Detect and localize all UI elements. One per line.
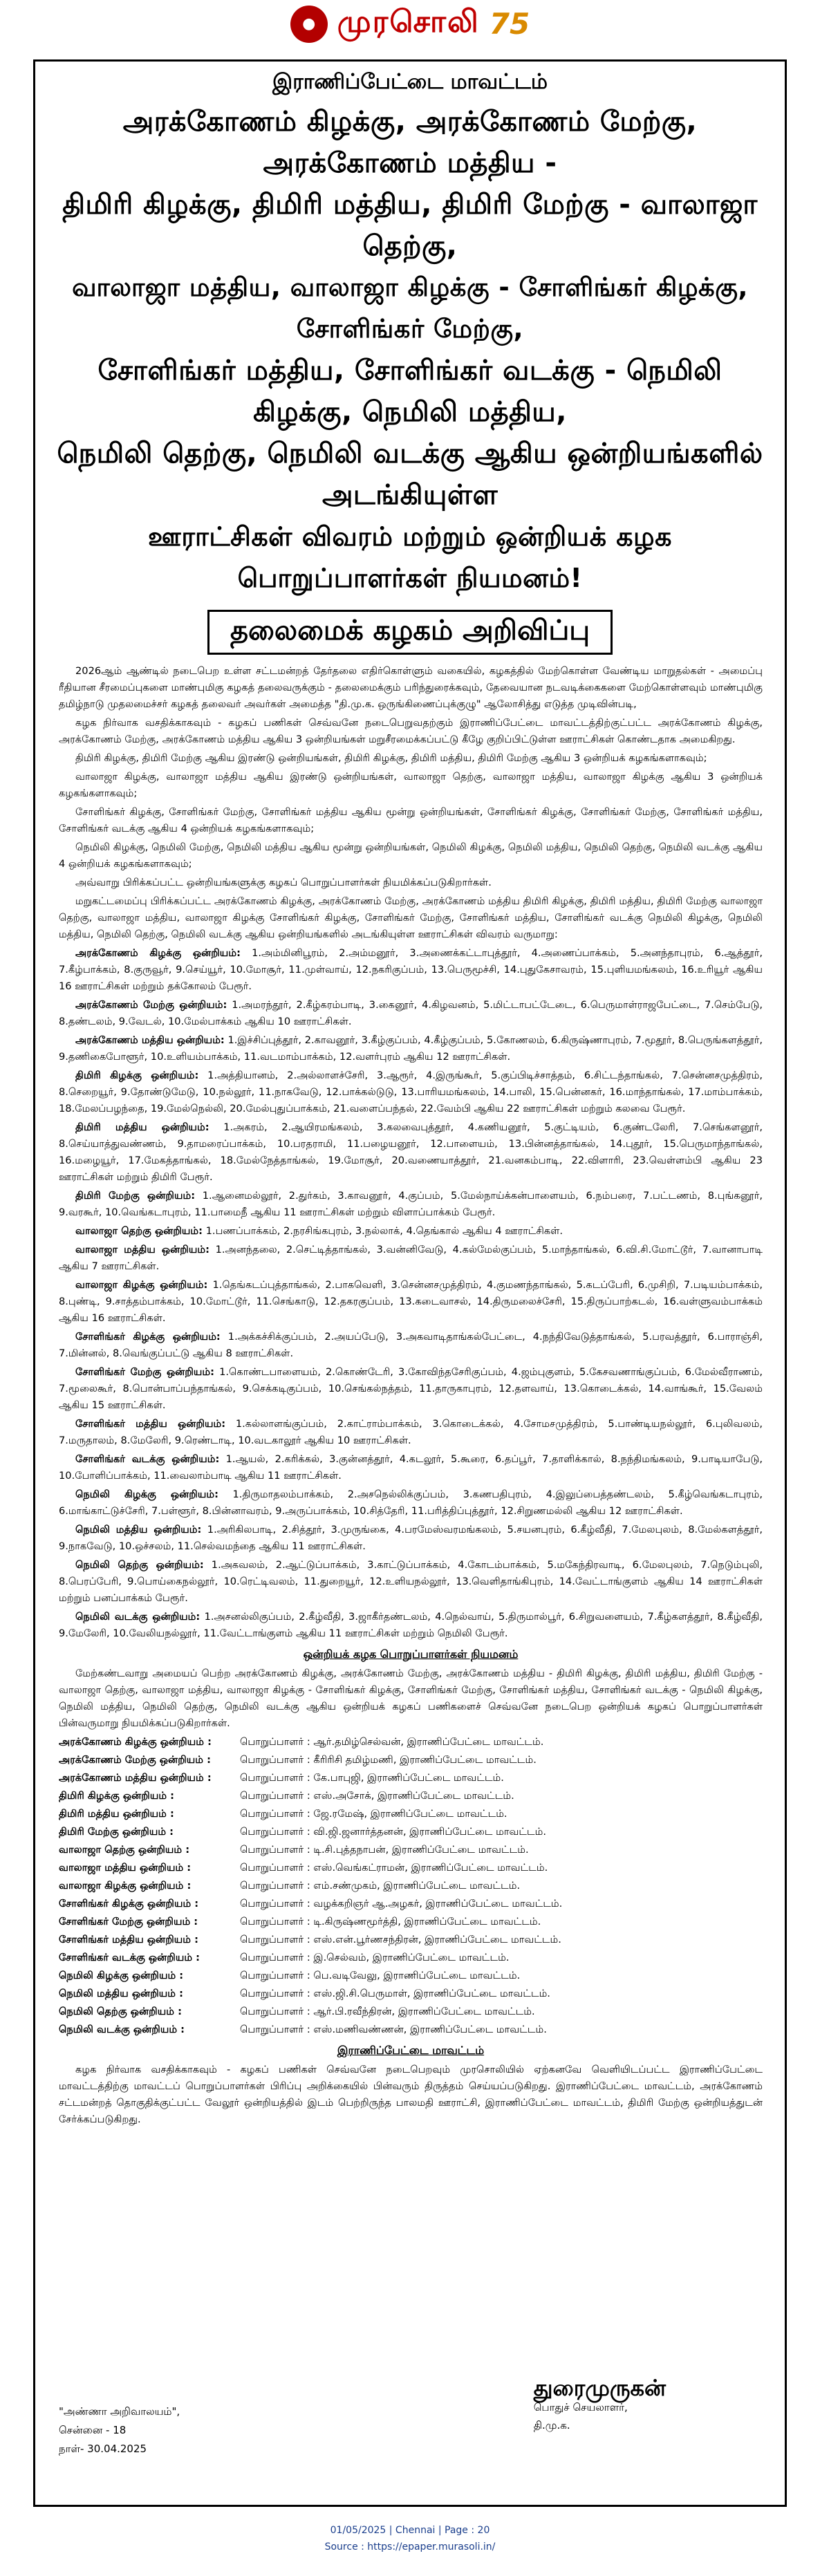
union-entry bbox=[59, 1329, 763, 1362]
union-name: திமிரி மத்திய ஒன்றியம்: bbox=[75, 1121, 209, 1133]
responsible-person: பொறுப்பாளர் : கே.பாபுஜி, இராணிப்பேட்டை மாவட்டம். bbox=[240, 1772, 504, 1784]
union-entry bbox=[59, 1032, 763, 1065]
union-villages: 1.அகரம், 2.ஆயிரமங்கலம், 3.கலவைபுத்தூர், 4.கணியனூர், 5.குட்டியம், 6.குண்டலேரி, 7.செங்களனூர், 8.செய்யாத்துவண்ணம், 9.தாமரைப்பாக்கம், 10.பரதராமி, 11.பழையனூர், 12.பாளையம், 13.பின்னத்தாங்கல், 14.புதூர், 15.பெருமாந்தாங்கல், 16.மழையூர், 17.மேகத்தாங்கல், 18.மேல்நேத்தாங்கல், 19.மோசூர், 20.வணையாத்தூர், 21.வனகம்பாடி, 22.விளாரி, 23.வெள்ளம்பி ஆகிய 23 ஊராட்சிகள் மற்றும் திமிரி பேரூர். bbox=[59, 1121, 763, 1183]
responsible-row bbox=[59, 1770, 763, 1786]
responsible-union: நெமிலி மத்திய ஒன்றியம் : bbox=[59, 1988, 183, 1999]
responsible-union: நெமிலி வடக்கு ஒன்றியம் : bbox=[59, 2024, 185, 2035]
responsible-union: அரக்கோணம் மேற்கு ஒன்றியம் : bbox=[59, 1754, 211, 1766]
union-entry bbox=[59, 1067, 763, 1117]
page-footer-source: Source : https://epaper.murasoli.in/ bbox=[324, 2541, 496, 2552]
signature-place bbox=[59, 2402, 180, 2458]
union-entry bbox=[59, 1486, 763, 1520]
intro-paragraph: மறுகட்டமைப்பு பிரிக்கப்பட்ட அரக்கோணம் கிழக்கு, அரக்கோணம் மேற்கு, அரக்கோணம் மத்திய திமிரி கிழக்கு, திமிரி மத்திய, திமிரி மேற்கு வாலாஜா தெற்கு, வாலாஜா மத்திய, வாலாஜா கிழக்கு சோளிங்கர் கிழக்கு, சோளிங்கர் மேற்கு, சோளிங்கர் மத்திய, சோளிங்கர் வடக்கு நெமிலி கிழக்கு, நெமிலி மத்திய, நெமிலி தெற்கு, நெமிலி வடக்கு ஆகிய ஒன்றியங்களில் அடங்கியுள்ள ஊராட்சிகள் விவரம் வருமாறு: bbox=[59, 895, 763, 940]
responsible-person: பொறுப்பாளர் : பெ.வடிவேலு, இராணிப்பேட்டை மாவட்டம். bbox=[240, 1970, 521, 1981]
union-name: சோளிங்கர் கிழக்கு ஒன்றியம்: bbox=[75, 1331, 221, 1343]
responsible-person: பொறுப்பாளர் : வி.ஜி.ஜனார்த்தனன், இராணிப்பேட்டை மாவட்டம். bbox=[240, 1826, 547, 1838]
intro-paragraph: 2026ஆம் ஆண்டில் நடைபெற உள்ள சட்டமன்றத் தேர்தலை எதிர்கொள்ளும் வகையில், கழகத்தில் மேற்கொள்ள வேண்டிய மாறுதல்கள் - அமைப்பு ரீதியான சீரமைப்புகளை மாண்புமிகு கழகத் தலைவருக்கும் - தலைமைக்கும் பரிந்துரைக்கவும், தேவையான நடவடிக்கைகளை மேற்கொள்ளவும் மாண்புமிகு தமிழ்நாடு முதலமைச்சர் கழகத் தலைவர் அவர்கள் அமைத்த "தி.மு.க. ஒருங்கிணைப்புக்குழு" ஆலோசித்து எடுத்த முடிவின்படி, bbox=[59, 665, 763, 710]
responsible-union: வாலாஜா மத்திய ஒன்றியம் : bbox=[59, 1862, 192, 1874]
union-name: அரக்கோணம் மத்திய ஒன்றியம்: bbox=[75, 1034, 225, 1046]
responsible-row bbox=[59, 1950, 763, 1966]
union-villages: 1.அத்தியானம், 2.அல்லாளச்சேரி, 3.ஆரூர், 4.இருங்கூர், 5.குப்பிடிச்சாத்தம், 6.சிட்டந்தாங்கல், 7.சென்னசமுத்திரம், 8.செறையூர், 9.தோண்டுமேடு, 10.நல்லூர், 11.நாகவேடு, 12.பாக்கல்டுடு, 13.பாரியமங்கலம், 14.பாலி, 15.பென்னகர், 16.மாந்தாங்கல், 17.மாம்பாக்கம், 18.மேலப்பழந்தை, 19.மேல்நெல்லி, 20.மேல்புதுப்பாக்கம், 21.வளைப்பந்தல், 22.வேம்பி ஆகிய 22 ஊராட்சிகள் மற்றும் கலவை பேரூர். bbox=[59, 1070, 763, 1114]
union-entry bbox=[59, 997, 763, 1030]
headline-line: நெமிலி தெற்கு, நெமிலி வடக்கு ஆகிய ஒன்றியங்களில் அடங்கியுள்ள bbox=[57, 438, 763, 511]
signatory bbox=[533, 2375, 666, 2434]
union-villages: 1.அகவலம், 2.ஆட்டுப்பாக்கம், 3.காட்டுப்பாக்கம், 4.கோடம்பாக்கம், 5.மகேந்திரவாடி, 6.மேலபுலம், 7.நெடும்புலி, 8.பெரப்பேரி, 9.பொய்கைநல்லூர், 10.ரெட்டிவலம், 11.துறையூர், 12.உளியநல்லூர், 13.வெளிதாங்கிபுரம், 14.வேட்டாங்குளம் ஆகிய 14 ஊராட்சிகள் மற்றும் பனப்பாக்கம் பேரூர். bbox=[59, 1559, 763, 1604]
headline-line: திமிரி கிழக்கு, திமிரி மத்திய, திமிரி மேற்கு - வாலாஜா தெற்கு, bbox=[62, 189, 758, 262]
responsible-person: பொறுப்பாளர் : எஸ்.என்.பூர்ணசந்திரன், இராணிப்பேட்டை மாவட்டம். bbox=[240, 1934, 561, 1945]
union-villages: 1.அசனல்லிகுப்பம், 2.கீழ்வீதி, 3.ஜாகீர்தண்டலம், 4.நெல்வாய், 5.திருமால்பூர், 6.சிறுவளையம், 7.கீழ்களத்தூர், 8.கீழ்வீதி, 9.மேலேரி, 10.வேலியநல்லூர், 11.வேட்டாங்குளம் ஆகிய 11 ஊராட்சிகள் மற்றும் நெமிலி பேரூர். bbox=[59, 1611, 763, 1639]
union-name: சோளிங்கர் மேற்கு ஒன்றியம்: bbox=[75, 1366, 214, 1378]
union-villages: 1.இச்சிப்புத்தூர், 2.காவனூர், 3.கீழ்குப்பம், 4.கீழ்குப்பம், 5.கோணலம், 6.கிருஷ்ணாபுரம், 7.மூதூர், 8.பெருங்களத்தூர், 9.தணிகைபோளூர், 10.உளியம்பாக்கம், 11.வடமாம்பாக்கம், 12.வளர்புரம் ஆகிய 12 ஊராட்சிகள். bbox=[59, 1034, 763, 1063]
union-name: அரக்கோணம் கிழக்கு ஒன்றியம்: bbox=[75, 947, 241, 959]
signatory-title: பொதுச் செயலாளர், bbox=[533, 2401, 628, 2414]
responsible-union: சோளிங்கர் மத்திய ஒன்றியம் : bbox=[59, 1934, 198, 1945]
signatory-name: துரைமுருகன் bbox=[533, 2375, 666, 2401]
page-footer-date: 01/05/2025 | Chennai | Page : 20 bbox=[330, 2525, 490, 2536]
notice-date: நாள்- 30.04.2025 bbox=[59, 2443, 147, 2455]
union-name: நெமிலி கிழக்கு ஒன்றியம்: bbox=[75, 1488, 218, 1500]
notice-body bbox=[59, 663, 763, 2128]
newspaper-logo-icon: ● bbox=[290, 6, 328, 43]
union-name: வாலாஜா மத்திய ஒன்றியம்: bbox=[75, 1244, 209, 1256]
responsible-union: அரக்கோணம் கிழக்கு ஒன்றியம் : bbox=[59, 1736, 212, 1748]
responsible-union: சோளிங்கர் கிழக்கு ஒன்றியம் : bbox=[59, 1898, 199, 1910]
office-city: சென்னை - 18 bbox=[59, 2424, 127, 2436]
responsible-union: சோளிங்கர் வடக்கு ஒன்றியம் : bbox=[59, 1952, 201, 1963]
union-name: சோளிங்கர் மத்திய ஒன்றியம்: bbox=[75, 1418, 226, 1430]
responsible-row bbox=[59, 1932, 763, 1948]
union-villages: 1.கல்லாளங்குப்பம், 2.காட்ராம்பாக்கம், 3.கொடைக்கல், 4.சோமசமுத்திரம், 5.பாண்டியநல்லூர், 6.புலிவலம், 7.மருதாலம், 8.மேலேரி, 9.ரெண்டாடி, 10.வடகாலூர் ஆகிய 10 ஊராட்சிகள். bbox=[59, 1418, 763, 1446]
responsible-person: பொறுப்பாளர் : எஸ்.ஜி.சி.பெருமாள், இராணிப்பேட்டை மாவட்டம். bbox=[240, 1988, 550, 1999]
responsible-row bbox=[59, 1914, 763, 1930]
union-entry bbox=[59, 1223, 763, 1240]
intro-paragraph: திமிரி கிழக்கு, திமிரி மேற்கு ஆகிய இரண்டு ஒன்றியங்கள், திமிரி கிழக்கு, திமிரி மத்திய, திமிரி மேற்கு ஆகிய 3 ஒன்றியக் கழகங்களாகவும்; bbox=[75, 752, 707, 764]
union-entry bbox=[59, 1609, 763, 1642]
responsible-row bbox=[59, 1986, 763, 2002]
union-villages: 1.தெங்கடப்புத்தாங்கல், 2.பாகவெளி, 3.சென்னசமுத்திரம், 4.குமணந்தாங்கல், 5.கடப்பேரி, 6.முசிறி, 7.படியம்பாக்கம், 8.புண்டி, 9.சாத்தம்பாக்கம், 10.மோட்டூர், 11.செங்காடு, 12.தகரகுப்பம், 13.கடைவாசல், 14.திருமலைச்சேரி, 15.திருப்பாற்கடல், 16.வள்ளுவம்பாக்கம் ஆகிய 16 ஊராட்சிகள். bbox=[59, 1279, 763, 1324]
signatory-party: தி.மு.க. bbox=[533, 2419, 570, 2432]
union-villages: 1.அமரந்தூர், 2.கீழ்கரம்பாடி, 3.கைனூர், 4.கிழவனம், 5.மிட்டாபட்டேடை, 6.பெருமாள்ராஜபேட்டை, 7.செம்பேடு, 8.தண்டலம், 9.வேடல், 10.மேல்பாக்கம் ஆகிய 10 ஊராட்சிகள். bbox=[59, 999, 763, 1027]
responsible-person: பொறுப்பாளர் : ஆர்.தமிழ்செல்வன், இராணிப்பேட்டை மாவட்டம். bbox=[240, 1736, 544, 1748]
responsible-union: வாலாஜா கிழக்கு ஒன்றியம் : bbox=[59, 1880, 192, 1892]
responsible-union: திமிரி மத்திய ஒன்றியம் : bbox=[59, 1808, 174, 1820]
headline-line: அரக்கோணம் கிழக்கு, அரக்கோணம் மேற்கு, அரக்கோணம் மத்திய - bbox=[122, 106, 698, 179]
union-villages: 1.அனந்தலை, 2.செட்டித்தாங்கல், 3.வன்னிவேடு, 4.கல்மேல்குப்பம், 5.மாந்தாங்கல், 6.வி.சி.மோட்டூர், 7.வானாபாடி ஆகிய 7 ஊராட்சிகள். bbox=[59, 1244, 763, 1272]
union-name: திமிரி மேற்கு ஒன்றியம்: bbox=[75, 1190, 196, 1202]
union-name: அரக்கோணம் மேற்கு ஒன்றியம்: bbox=[75, 999, 227, 1011]
union-entry bbox=[59, 1522, 763, 1555]
union-villages: 1.அம்மினிபூரம், 2.அம்மனூர், 3.அணைக்கட்டாபுத்தூர், 4.அணைப்பாக்கம், 5.அனந்தாபுரம், 6.ஆத்தூர், 7.கீழ்பாக்கம், 8.குருவூர், 9.செய்யூர், 10.மோசூர், 11.முள்வாய், 12.நகரிகுப்பம், 13.பெருமூச்சி, 14.புதுகேசாவரம், 15.புளியமங்கலம், 16.உரியூர் ஆகிய 16 ஊராட்சிகள் மற்றும் தக்கோலம் பேரூர். bbox=[59, 947, 763, 992]
responsible-person: பொறுப்பாளர் : இ.செல்வம், இராணிப்பேட்டை மாவட்டம். bbox=[240, 1952, 510, 1963]
union-villages: 1.கொண்டபாளையம், 2.கொண்டேரி, 3.கோவிந்தசேரிகுப்பம், 4.ஜம்புகுளம், 5.கேசவணாங்குப்பம், 6.மேல்வீராணம், 7.மூலைகூர், 8.பொன்பாப்பந்தாங்கல், 9.செக்கடிகுப்பம், 10.செங்கல்நத்தம், 11.தாருகாபுரம், 12.தளவாய், 13.கொடைக்கல், 14.வாங்கூர், 15.வேலம் ஆகிய 15 ஊராட்சிகள். bbox=[59, 1366, 763, 1411]
responsible-union: திமிரி மேற்கு ஒன்றியம் : bbox=[59, 1826, 174, 1838]
union-entry bbox=[59, 1451, 763, 1484]
union-villages: 1.ஆயல், 2.கரிக்கல், 3.குன்னத்தூர், 4.கடலூர், 5.கூரை, 6.தப்பூர், 7.தாளிக்கால், 8.நந்திமங்கலம், 9.பாடியாபேடு, 10.போளிப்பாக்கம், 11.வைலாம்பாடி ஆகிய 11 ஊராட்சிகள். bbox=[59, 1453, 763, 1482]
headline-line: வாலாஜா மத்திய, வாலாஜா கிழக்கு - சோளிங்கர் கிழக்கு, சோளிங்கர் மேற்கு, bbox=[72, 272, 748, 344]
responsible-row bbox=[59, 1896, 763, 1912]
union-entry bbox=[59, 945, 763, 995]
responsible-row bbox=[59, 2004, 763, 2020]
responsible-row bbox=[59, 1788, 763, 1804]
responsible-union: நெமிலி தெற்கு ஒன்றியம் : bbox=[59, 2006, 182, 2017]
union-name: சோளிங்கர் வடக்கு ஒன்றியம்: bbox=[75, 1453, 220, 1465]
district-title: இராணிப்பேட்டை மாவட்டம் bbox=[272, 70, 548, 94]
responsible-row bbox=[59, 1806, 763, 1822]
responsible-row bbox=[59, 1752, 763, 1768]
responsible-person: பொறுப்பாளர் : கீரிரிசி தமிழ்மணி, இராணிப்பேட்டை மாவட்டம். bbox=[240, 1754, 537, 1766]
district-subheading: இராணிப்பேட்டை மாவட்டம் bbox=[337, 2044, 485, 2057]
headquarters-announcement-box: தலைமைக் கழகம் அறிவிப்பு bbox=[207, 610, 613, 655]
union-name: நெமிலி மத்திய ஒன்றியம்: bbox=[75, 1524, 202, 1536]
responsible-person: பொறுப்பாளர் : வழக்கறிஞர் ஆ.அழகர், இராணிப்பேட்டை மாவட்டம். bbox=[240, 1898, 563, 1910]
headline-line: ஊராட்சிகள் விவரம் மற்றும் ஒன்றியக் கழக பொறுப்பாளர்கள் நியமனம்! bbox=[148, 521, 672, 593]
responsible-person: பொறுப்பாளர் : டி.சி.புத்தநாபன், இராணிப்பேட்டை மாவட்டம். bbox=[240, 1844, 529, 1856]
intro-paragraph: அவ்வாறு பிரிக்கப்பட்ட ஒன்றியங்களுக்கு கழகப் பொறுப்பாளர்கள் நியமிக்கப்படுகிறார்கள். bbox=[75, 877, 492, 888]
responsible-union: நெமிலி கிழக்கு ஒன்றியம் : bbox=[59, 1970, 184, 1981]
responsible-person: பொறுப்பாளர் : ஆர்.பி.ரவீந்திரன், இராணிப்பேட்டை மாவட்டம். bbox=[240, 2006, 535, 2017]
union-name: நெமிலி வடக்கு ஒன்றியம்: bbox=[75, 1611, 201, 1623]
union-villages: 1.அரிகிலபாடி, 2.சித்தூர், 3.முருங்கை, 4.பரமேஸ்வரமங்கலம், 5.சயனபுரம், 6.கீழ்வீதி, 7.மேலபுலம், 8.மேல்களத்தூர், 9.நாகவேடு, 10.ஒச்சலம், 11.செல்வமந்தை ஆகிய 11 ஊராட்சிகள். bbox=[59, 1524, 763, 1552]
intro-paragraph: வாலாஜா கிழக்கு, வாலாஜா மத்திய ஆகிய இரண்டு ஒன்றியங்கள், வாலாஜா தெற்கு, வாலாஜா மத்திய, வாலாஜா கிழக்கு ஆகிய 3 ஒன்றியக் கழகங்களாகவும்; bbox=[59, 771, 763, 799]
responsible-row bbox=[59, 1968, 763, 1984]
responsible-person: பொறுப்பாளர் : டி.கிருஷ்ணமூர்த்தி, இராணிப்பேட்டை மாவட்டம். bbox=[240, 1916, 541, 1928]
responsible-person: பொறுப்பாளர் : எம்.சண்முகம், இராணிப்பேட்டை மாவட்டம். bbox=[240, 1880, 521, 1892]
responsible-row bbox=[59, 1734, 763, 1751]
union-villages: 1.ஆனைமல்லூர், 2.துர்கம், 3.காவனூர், 4.குப்பம், 5.மேல்நாய்க்கன்பாளையம், 6.நம்பரை, 7.பட்டணம், 8.புங்கனூர், 9.வரகூர், 10.வெங்கடாபுரம், 11.பாமைநீ ஆகிய 11 ஊராட்சிகள் மற்றும் விளாப்பாக்கம் பேரூர். bbox=[59, 1190, 763, 1218]
union-entry bbox=[59, 1119, 763, 1186]
responsible-row bbox=[59, 2022, 763, 2038]
signature-block bbox=[59, 2375, 763, 2490]
responsible-person: பொறுப்பாளர் : எஸ்.வெங்கட்ராமன், இராணிப்பேட்டை மாவட்டம். bbox=[240, 1862, 548, 1874]
union-entry bbox=[59, 1557, 763, 1607]
union-villages: 1.அக்கச்சிக்குப்பம், 2.அயப்பேடு, 3.அகவாடிதாங்கல்பேட்டை, 4.நந்திவேடுத்தாங்கல், 5.பரவத்தூர், 6.பாராஞ்சி, 7.மின்னல், 8.வெங்குப்பட்டு ஆகிய 8 ஊராட்சிகள். bbox=[59, 1331, 763, 1359]
union-villages: 1.திருமாதலம்பாக்கம், 2.அசநெல்லிக்குப்பம், 3.கணபதிபுரம், 4.இலுப்பைத்தண்டலம், 5.கீழ்வெங்கடாபுரம், 6.மாங்காட்டுச்சேரி, 7.பள்ளூர், 8.பின்னாவரம், 9.அருப்பாக்கம், 10.சித்தேரி, 11.பரித்திப்புத்தூர், 12.சிறுணமல்லி ஆகிய 12 ஊராட்சிகள். bbox=[59, 1488, 763, 1517]
union-name: நெமிலி தெற்கு ஒன்றியம்: bbox=[75, 1559, 204, 1571]
appointments-intro: மேற்கண்டவாறு அமையப் பெற்ற அரக்கோணம் கிழக்கு, அரக்கோணம் மேற்கு, அரக்கோணம் மத்திய - திமிரி கிழக்கு, திமிரி மத்திய, திமிரி மேற்கு - வாலாஜா தெற்கு, வாலாஜா மத்திய, வாலாஜா கிழக்கு - சோளிங்கர் கிழக்கு, சோளிங்கர் மேற்கு, சோளிங்கர் மத்திய, சோளிங்கர் வடக்கு - நெமிலி கிழக்கு, நெமிலி மத்திய, நெமிலி தெற்கு, நெமிலி வடக்கு ஆகிய ஒன்றியக் கழகப் பணிகளைச் செவ்வனே நடைபெற ஒன்றியக் கழகப் பொறுப்பாளர்கள் பின்வருமாறு நியமிக்கப்படுகிறார்கள். bbox=[59, 1668, 763, 1729]
notice-frame bbox=[33, 59, 787, 2507]
headline bbox=[48, 101, 772, 599]
union-name: திமிரி கிழக்கு ஒன்றியம்: bbox=[75, 1070, 199, 1081]
responsible-union: திமிரி கிழக்கு ஒன்றியம் : bbox=[59, 1790, 175, 1802]
closing-paragraph: கழக நிர்வாக வசதிக்காகவும் - கழகப் பணிகள் செவ்வனே நடைபெறவும் முரசொலியில் ஏற்கனவே வெளியிடப்பட்ட இராணிப்பேட்டை மாவட்டத்திற்கு மாவட்டப் பொறுப்பாளர்கள் பிரிப்பு அறிக்கையில் பின்வரும் திருத்தம் செய்யப்படுகிறது. இராணிப்பேட்டை மாவட்டம், அரக்கோணம் சட்டமன்றத் தொகுதிக்குட்பட்ட வேலூர் ஒன்றியத்தில் இடம் பெற்றிருந்த பாலமதி ஊராட்சி, இராணிப்பேட்டை மாவட்டம், திமிரி மேற்கு ஒன்றியத்துடன் சேர்க்கப்படுகிறது. bbox=[59, 2064, 763, 2125]
responsible-row bbox=[59, 1860, 763, 1876]
union-entry bbox=[59, 1242, 763, 1275]
union-name: வாலாஜா தெற்கு ஒன்றியம்: bbox=[75, 1225, 203, 1237]
intro-paragraph: கழக நிர்வாக வசதிக்காகவும் - கழகப் பணிகள் செவ்வனே நடைபெறுவதற்கும் இராணிப்பேட்டை மாவட்டத்திற்குட்பட்ட அரக்கோணம் கிழக்கு, அரக்கோணம் மேற்கு, அரக்கோணம் மத்திய ஆகிய 3 ஒன்றியங்கள் மறுசீரமைக்கப்பட்டு கீழே குறிப்பிட்டுள்ள ஊராட்சிகள் கொண்டதாக அமைகிறது. bbox=[59, 717, 763, 745]
responsible-person: பொறுப்பாளர் : எஸ்.மணிவண்ணன், இராணிப்பேட்டை மாவட்டம். bbox=[240, 2024, 547, 2035]
appointments-heading: ஒன்றியக் கழக பொறுப்பாளர்கள் நியமனம் bbox=[303, 1648, 519, 1661]
headline-line: சோளிங்கர் மத்திய, சோளிங்கர் வடக்கு - நெமிலி கிழக்கு, நெமிலி மத்திய, bbox=[97, 355, 723, 428]
newspaper-name: முரசொலி bbox=[337, 4, 480, 39]
union-entry bbox=[59, 1277, 763, 1327]
responsible-row bbox=[59, 1824, 763, 1840]
office-name: "அண்ணா அறிவாலயம்", bbox=[59, 2405, 180, 2418]
responsible-person: பொறுப்பாளர் : ஜே.ரமேஷ், இராணிப்பேட்டை மாவட்டம். bbox=[240, 1808, 507, 1820]
masthead bbox=[0, 0, 820, 46]
union-entry bbox=[59, 1364, 763, 1414]
intro-paragraph: சோளிங்கர் கிழக்கு, சோளிங்கர் மேற்கு, சோளிங்கர் மத்திய ஆகிய மூன்று ஒன்றியங்கள், சோளிங்கர் கிழக்கு, சோளிங்கர் மேற்கு, சோளிங்கர் மத்திய, சோளிங்கர் வடக்கு ஆகிய 4 ஒன்றியக் கழகங்களாகவும்; bbox=[59, 806, 763, 834]
responsible-union: அரக்கோணம் மத்திய ஒன்றியம் : bbox=[59, 1772, 212, 1784]
union-name: வாலாஜா கிழக்கு ஒன்றியம்: bbox=[75, 1279, 208, 1291]
union-entry bbox=[59, 1416, 763, 1449]
responsible-row bbox=[59, 1878, 763, 1894]
union-entry bbox=[59, 1188, 763, 1221]
responsible-union: சோளிங்கர் மேற்கு ஒன்றியம் : bbox=[59, 1916, 198, 1928]
anniversary-badge: 75 bbox=[489, 7, 530, 41]
responsible-row bbox=[59, 1842, 763, 1858]
responsible-person: பொறுப்பாளர் : எஸ்.அசோக், இராணிப்பேட்டை மாவட்டம். bbox=[240, 1790, 514, 1802]
intro-paragraph: நெமிலி கிழக்கு, நெமிலி மேற்கு, நெமிலி மத்திய ஆகிய மூன்று ஒன்றியங்கள், நெமிலி கிழக்கு, நெமிலி மத்திய, நெமிலி தெற்கு, நெமிலி வடக்கு ஆகிய 4 ஒன்றியக் கழகங்களாகவும்; bbox=[59, 841, 763, 870]
union-villages: 1.பணப்பாக்கம், 2.நரசிங்கபுரம், 3.நல்லாக், 4.தெங்கால் ஆகிய 4 ஊராட்சிகள். bbox=[205, 1225, 563, 1237]
responsible-union: வாலாஜா தெற்கு ஒன்றியம் : bbox=[59, 1844, 190, 1856]
